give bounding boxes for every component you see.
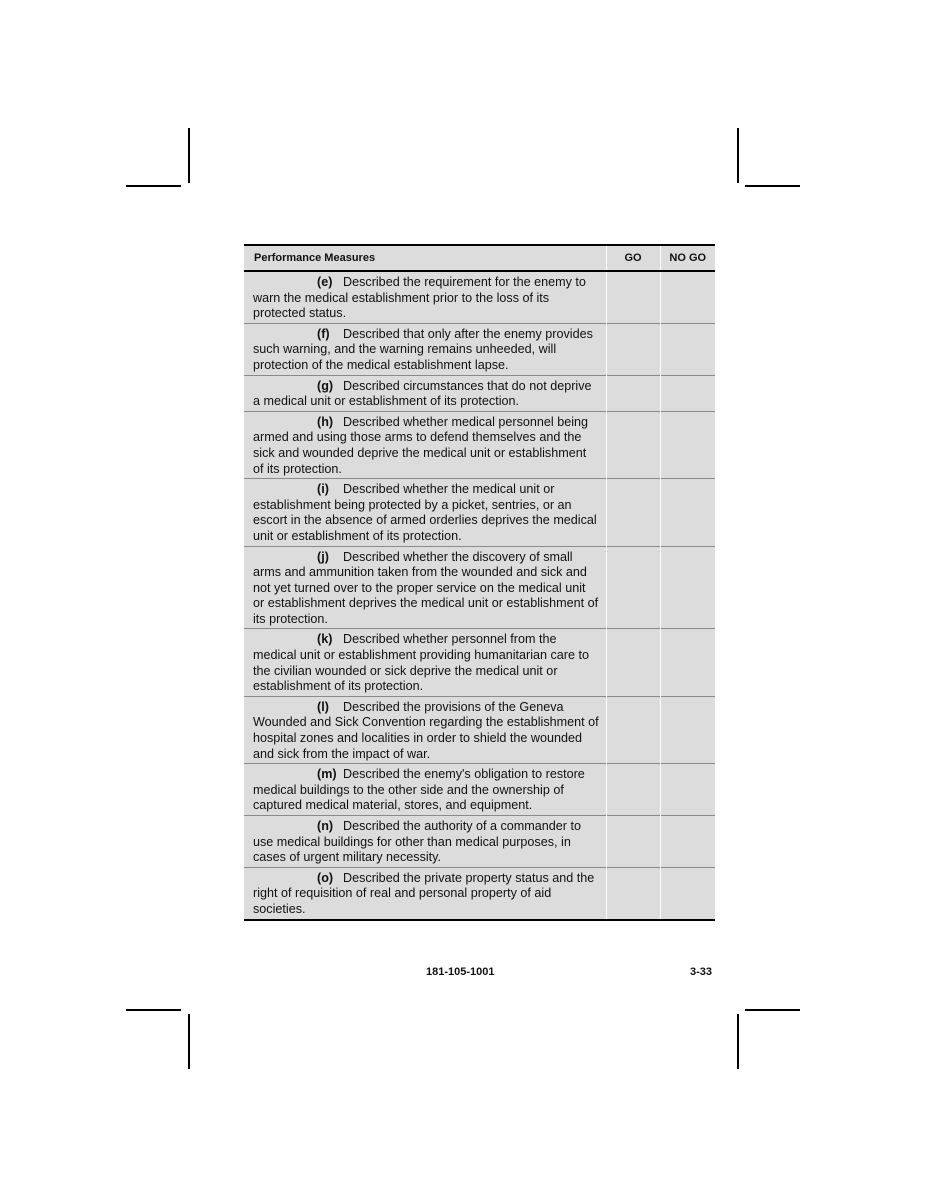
table-row [244, 479, 715, 546]
go-cell [606, 323, 660, 375]
measure-letter: (k) [317, 632, 333, 647]
table-row [244, 867, 715, 919]
go-cell [606, 764, 660, 816]
nogo-cell [660, 764, 715, 816]
measure-text: Described whether the discovery of small arms and ammunition taken from the wounded and sick and not yet turned over to the proper service on the medical unit or establishment deprives the medical unit or establishment of its protection. [253, 549, 599, 626]
crop-mark [188, 1014, 190, 1069]
nogo-cell [660, 271, 715, 323]
measure-cell [244, 816, 606, 868]
measure-cell [244, 271, 606, 323]
nogo-cell [660, 816, 715, 868]
nogo-cell [660, 375, 715, 411]
go-cell [606, 696, 660, 763]
measure-letter: (j) [317, 549, 329, 564]
measure-letter: (m) [317, 767, 337, 782]
table-row [244, 629, 715, 696]
nogo-cell [660, 629, 715, 696]
table-row [244, 764, 715, 816]
crop-mark [737, 1014, 739, 1069]
measure-letter: (h) [317, 414, 334, 429]
nogo-cell [660, 696, 715, 763]
table-row [244, 411, 715, 478]
crop-mark [126, 1009, 181, 1011]
crop-mark [126, 185, 181, 187]
table-header-row [244, 245, 715, 271]
nogo-cell [660, 867, 715, 919]
measure-text: Described the enemy's obligation to restore medical buildings to the other side and the ownership of captured medical material, stores, and equipment. [253, 767, 585, 813]
table-row [244, 816, 715, 868]
go-cell [606, 867, 660, 919]
performance-measures-table [244, 244, 715, 921]
table-row [244, 696, 715, 763]
go-cell [606, 271, 660, 323]
measure-text: Described the private property status and the right of requisition of real and personal property of aid societies. [253, 870, 595, 916]
measure-cell [244, 546, 606, 629]
measure-text: Described circumstances that do not deprive a medical unit or establishment of its protection. [253, 378, 592, 409]
measure-letter: (i) [317, 482, 329, 497]
measure-text: Described whether personnel from the medical unit or establishment providing humanitarian care to the civilian wounded or sick deprive the medical unit or establishment of its protection. [253, 632, 590, 694]
measure-cell [244, 411, 606, 478]
crop-mark [188, 128, 190, 183]
nogo-cell [660, 479, 715, 546]
measure-cell [244, 764, 606, 816]
measure-cell [244, 375, 606, 411]
header-nogo: NO GO [660, 245, 715, 271]
go-cell [606, 479, 660, 546]
crop-mark [745, 1009, 800, 1011]
measure-cell [244, 629, 606, 696]
measure-letter: (e) [317, 275, 333, 289]
table-row [244, 323, 715, 375]
go-cell [606, 411, 660, 478]
go-cell [606, 816, 660, 868]
measure-cell [244, 867, 606, 919]
measure-letter: (o) [317, 870, 334, 885]
measure-letter: (g) [317, 378, 334, 393]
nogo-cell [660, 411, 715, 478]
document-number: 181-105-1001 [426, 966, 495, 978]
nogo-cell [660, 546, 715, 629]
measure-cell [244, 323, 606, 375]
measure-text: Described that only after the enemy provides such warning, and the warning remains unheeded, will protection of the medical establishment lapse. [253, 326, 593, 372]
table-body [244, 271, 715, 920]
go-cell [606, 546, 660, 629]
header-go: GO [606, 245, 660, 271]
table-row [244, 271, 715, 323]
measure-letter: (f) [317, 326, 330, 341]
measure-letter: (l) [317, 699, 329, 714]
go-cell [606, 375, 660, 411]
measure-letter: (n) [317, 819, 334, 833]
nogo-cell [660, 323, 715, 375]
measure-text: Described the provisions of the Geneva Wounded and Sick Convention regarding the establishment of hospital zones and localities in order to shield the wounded and sick from the impact of war. [253, 699, 599, 761]
measure-cell [244, 696, 606, 763]
table-row [244, 546, 715, 629]
crop-mark [737, 128, 739, 183]
table-row [244, 375, 715, 411]
measure-text: Described whether medical personnel being armed and using those arms to defend themselves and the sick and wounded deprive the medical unit or establishment of its protection. [253, 414, 589, 476]
measure-text: Described whether the medical unit or establishment being protected by a picket, sentries, or an escort in the absence of armed orderlies deprives the medical unit or establishment of its protection. [253, 482, 597, 543]
page-number: 3-33 [690, 966, 713, 978]
measure-cell [244, 479, 606, 546]
go-cell [606, 629, 660, 696]
performance-table-container [244, 244, 715, 921]
header-performance-measures: Performance Measures [244, 245, 606, 271]
measure-text: Described the requirement for the enemy to warn the medical establishment prior to the loss of its protected status. [253, 275, 586, 321]
measure-text: Described the authority of a commander to use medical buildings for other than medical purposes, in cases of urgent military necessity. [253, 819, 582, 865]
crop-mark [745, 185, 800, 187]
